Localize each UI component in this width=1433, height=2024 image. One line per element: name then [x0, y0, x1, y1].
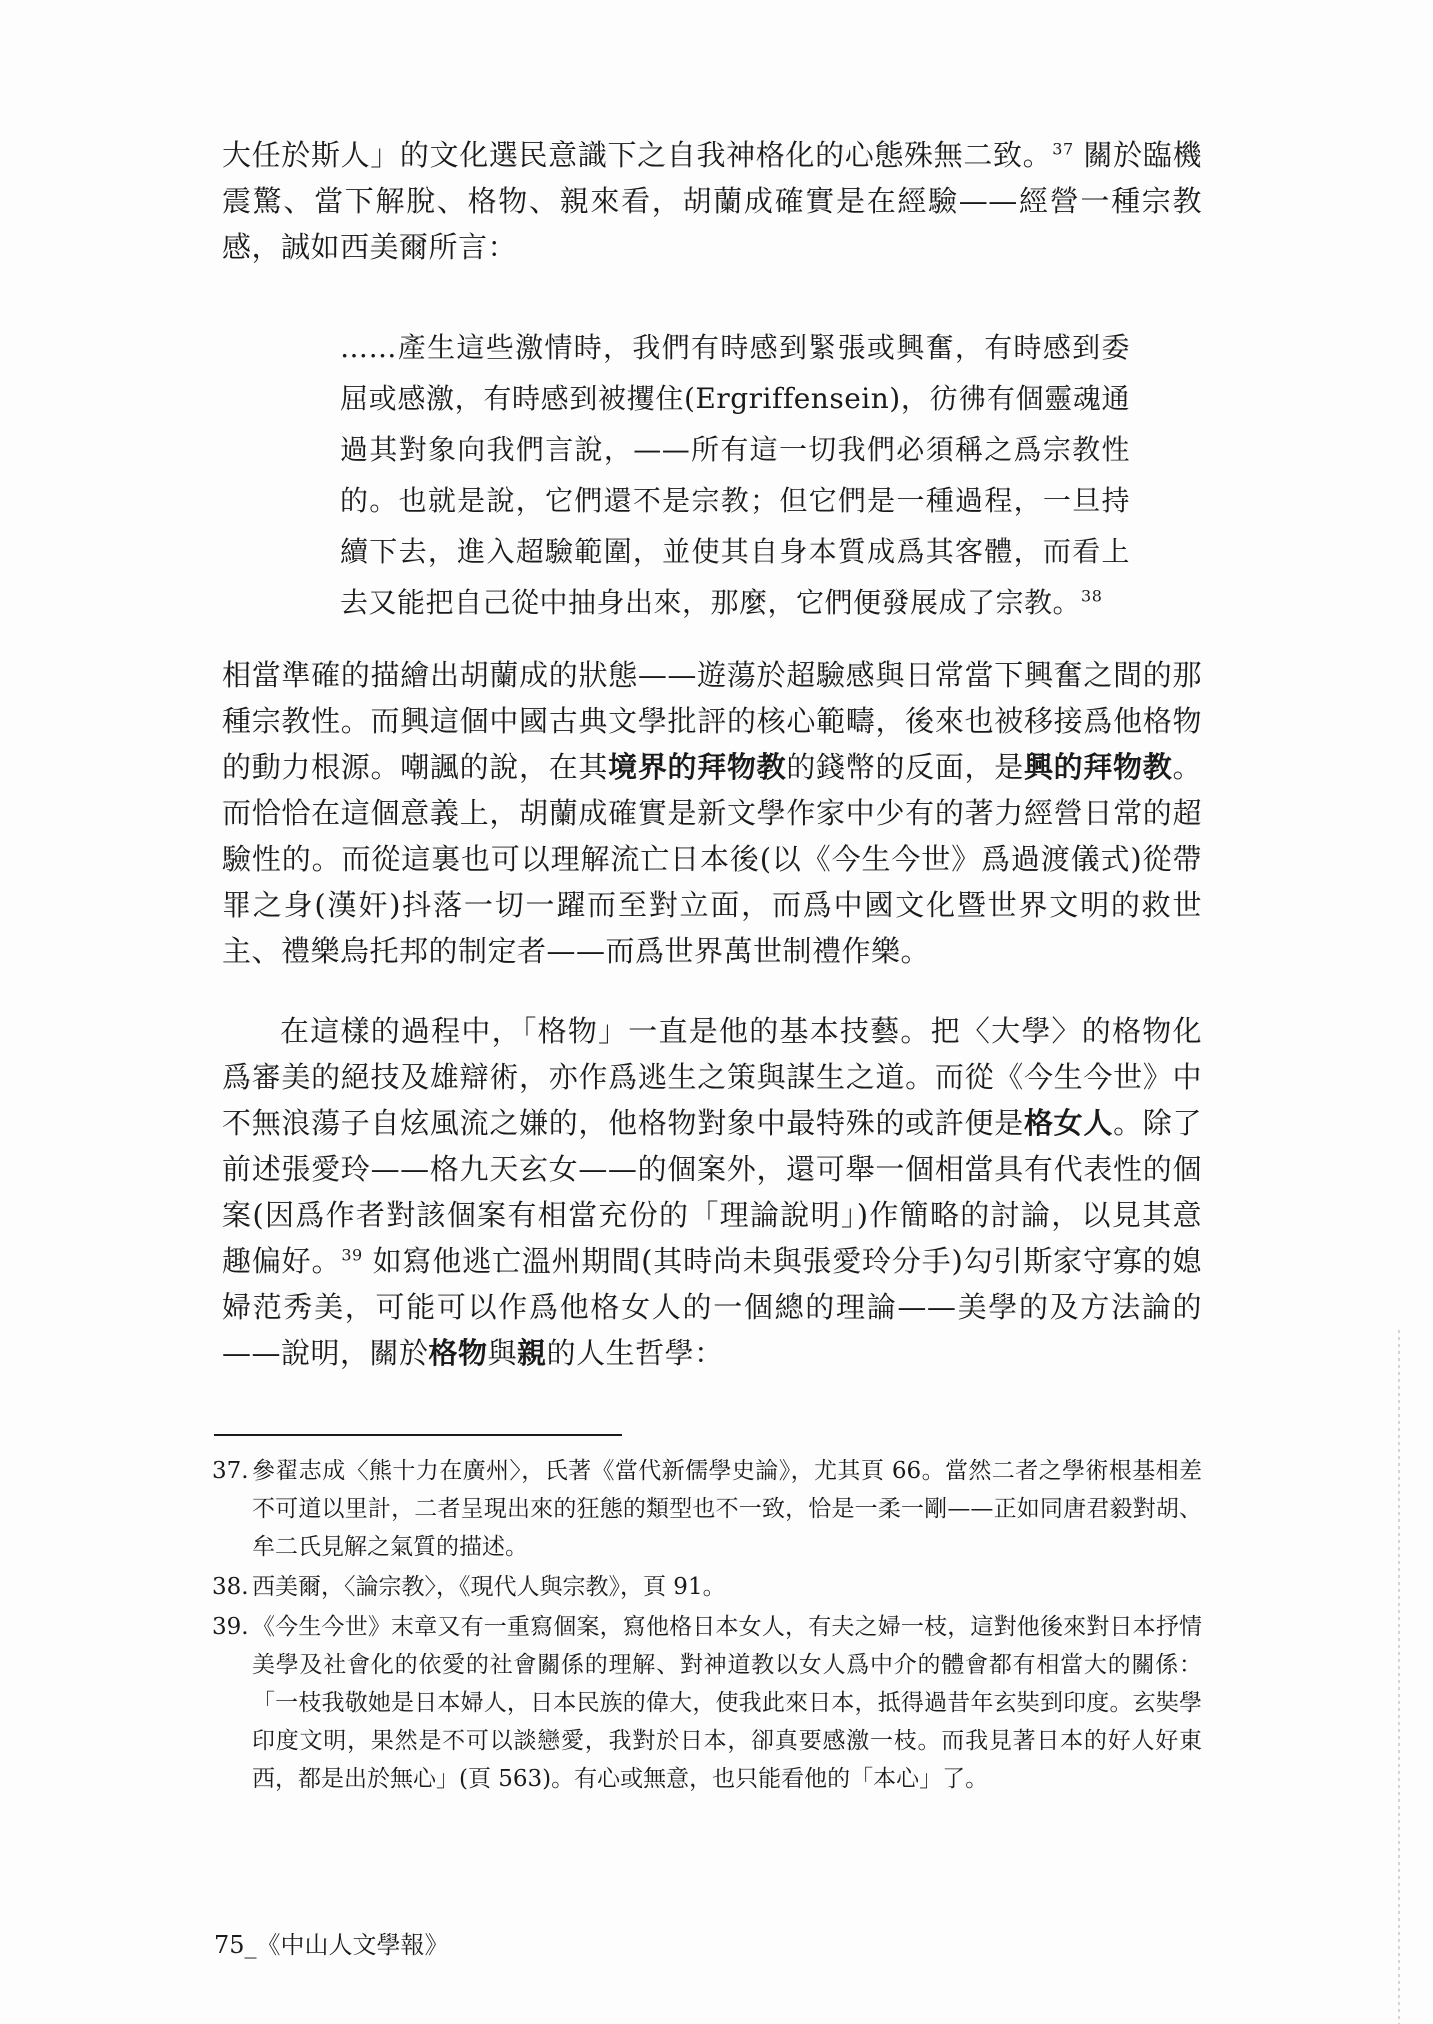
paragraph-2	[222, 652, 1202, 974]
footnote-39	[212, 1608, 1202, 1798]
footnotes	[212, 1452, 1202, 1800]
paragraph-3-emphasis-c: 親	[517, 1336, 547, 1370]
paragraph-intro-text-b: 關於臨機震驚、當下解脫、格物、親來看，胡蘭成確實是在經驗——經營一種宗教感，誠如西美爾所言：	[222, 138, 1202, 264]
footnote-ref-38[interactable]: 38	[1081, 586, 1103, 606]
footnote-text: 參翟志成〈熊十力在廣州〉，氏著《當代新儒學史論》，尤其頁 66。當然二者之學術根基相差不可道以里計，二者呈現出來的狂態的類型也不一致，恰是一柔一剛——正如同唐君毅對胡、牟二氏見解之氣質的描述。	[252, 1458, 1202, 1560]
paragraph-2-emphasis-b: 興的拜物教	[1023, 750, 1173, 784]
paragraph-2-text-b: 的錢幣的反面，是	[786, 750, 1024, 784]
footer-separator: _	[244, 1931, 257, 1959]
paragraph-3-text-a: 在這樣的過程中，「格物」一直是他的基本技藝。把〈大學〉的格物化爲審美的絕技及雄辯術，亦作爲逃生之策與謀生之道。而從《今生今世》中不無浪蕩子自炫風流之嫌的，他格物對象中最特殊的或許便是	[222, 1014, 1202, 1140]
paragraph-2-text-a: 相當準確的描繪出胡蘭成的狀態——遊蕩於超驗感與日常當下興奮之間的那種宗教性。而興這個中國古典文學批評的核心範疇，後來也被移接爲他格物的動力根源。嘲諷的說，在其	[222, 658, 1202, 784]
page-number: 75	[214, 1931, 245, 1959]
paragraph-intro	[222, 132, 1202, 270]
paragraph-3-emphasis-a: 格女人	[1023, 1106, 1114, 1140]
blockquote	[340, 322, 1130, 628]
footnote-divider	[214, 1434, 622, 1436]
paragraph-2-emphasis-a: 境界的拜物教	[608, 750, 787, 784]
paragraph-3-text-d: 與	[487, 1336, 518, 1370]
page-footer	[214, 1930, 449, 1960]
footnote-text: 《今生今世》末章又有一重寫個案，寫他格日本女人，有夫之婦一枝，這對他後來對日本抒情美學及社會化的依愛的社會關係的理解、對神道教以女人爲中介的體會都有相當大的關係：「一枝我敬她是日本婦人，日本民族的偉大，使我此來日本，抵得過昔年玄奘到印度。玄奘學印度文明，果然是不可以談戀愛，我對於日本，卻真要感激一枝。而我見著日本的好人好東西，都是出於無心」(頁 563)。有心或無意，也只能看他的「本心」了。	[252, 1614, 1202, 1792]
paragraph-3-text-e: 的人生哲學：	[546, 1336, 724, 1370]
paragraph-3-text-c: 如寫他逃亡溫州期間(其時尚未與張愛玲分手)勾引斯家守寡的媳婦范秀美，可能可以作爲他格女人的一個總的理論——美學的及方法論的——說明，關於	[222, 1244, 1202, 1370]
footnote-number: 37.	[212, 1458, 249, 1484]
footnote-37	[212, 1452, 1202, 1566]
paragraph-3-emphasis-b: 格物	[428, 1336, 488, 1370]
footnote-number: 38.	[212, 1574, 249, 1600]
footnote-ref-39[interactable]: 39	[341, 1245, 363, 1265]
scan-edge-artifact	[1398, 1330, 1400, 2024]
paragraph-intro-text-a: 大任於斯人」的文化選民意識下之自我神格化的心態殊無二致。	[222, 138, 1053, 172]
paragraph-3	[222, 1008, 1202, 1376]
footnote-text: 西美爾，〈論宗教〉，《現代人與宗教》，頁 91。	[252, 1574, 726, 1600]
journal-name: 《中山人文學報》	[256, 1931, 449, 1959]
paragraph-3-text-b: 。除了前述張愛玲——格九天玄女——的個案外，還可舉一個相當具有代表性的個案(因爲作者對該個案有相當充份的「理論說明」)作簡略的討論，以見其意趣偏好。	[222, 1106, 1202, 1278]
footnote-number: 39.	[212, 1614, 249, 1640]
footnote-38	[212, 1568, 1202, 1606]
footnote-ref-37[interactable]: 37	[1052, 139, 1074, 159]
blockquote-text: ……產生這些激情時，我們有時感到緊張或興奮，有時感到委屈或感激，有時感到被攫住(Ergriffensein)，彷彿有個靈魂通過其對象向我們言說，——所有這一切我們必須稱之爲宗教性的。也就是說，它們還不是宗教；但它們是一種過程，一旦持續下去，進入超驗範圍，並使其自身本質成爲其客體，而看上去又能把自己從中抽身出來，那麼，它們便發展成了宗教。	[340, 331, 1130, 619]
paragraph-2-text-c: 。而恰恰在這個意義上，胡蘭成確實是新文學作家中少有的著力經營日常的超驗性的。而從這裏也可以理解流亡日本後(以《今生今世》爲過渡儀式)從帶罪之身(漢奸)抖落一切一躍而至對立面，而爲中國文化暨世界文明的救世主、禮樂烏托邦的制定者——而爲世界萬世制禮作樂。	[222, 750, 1202, 968]
